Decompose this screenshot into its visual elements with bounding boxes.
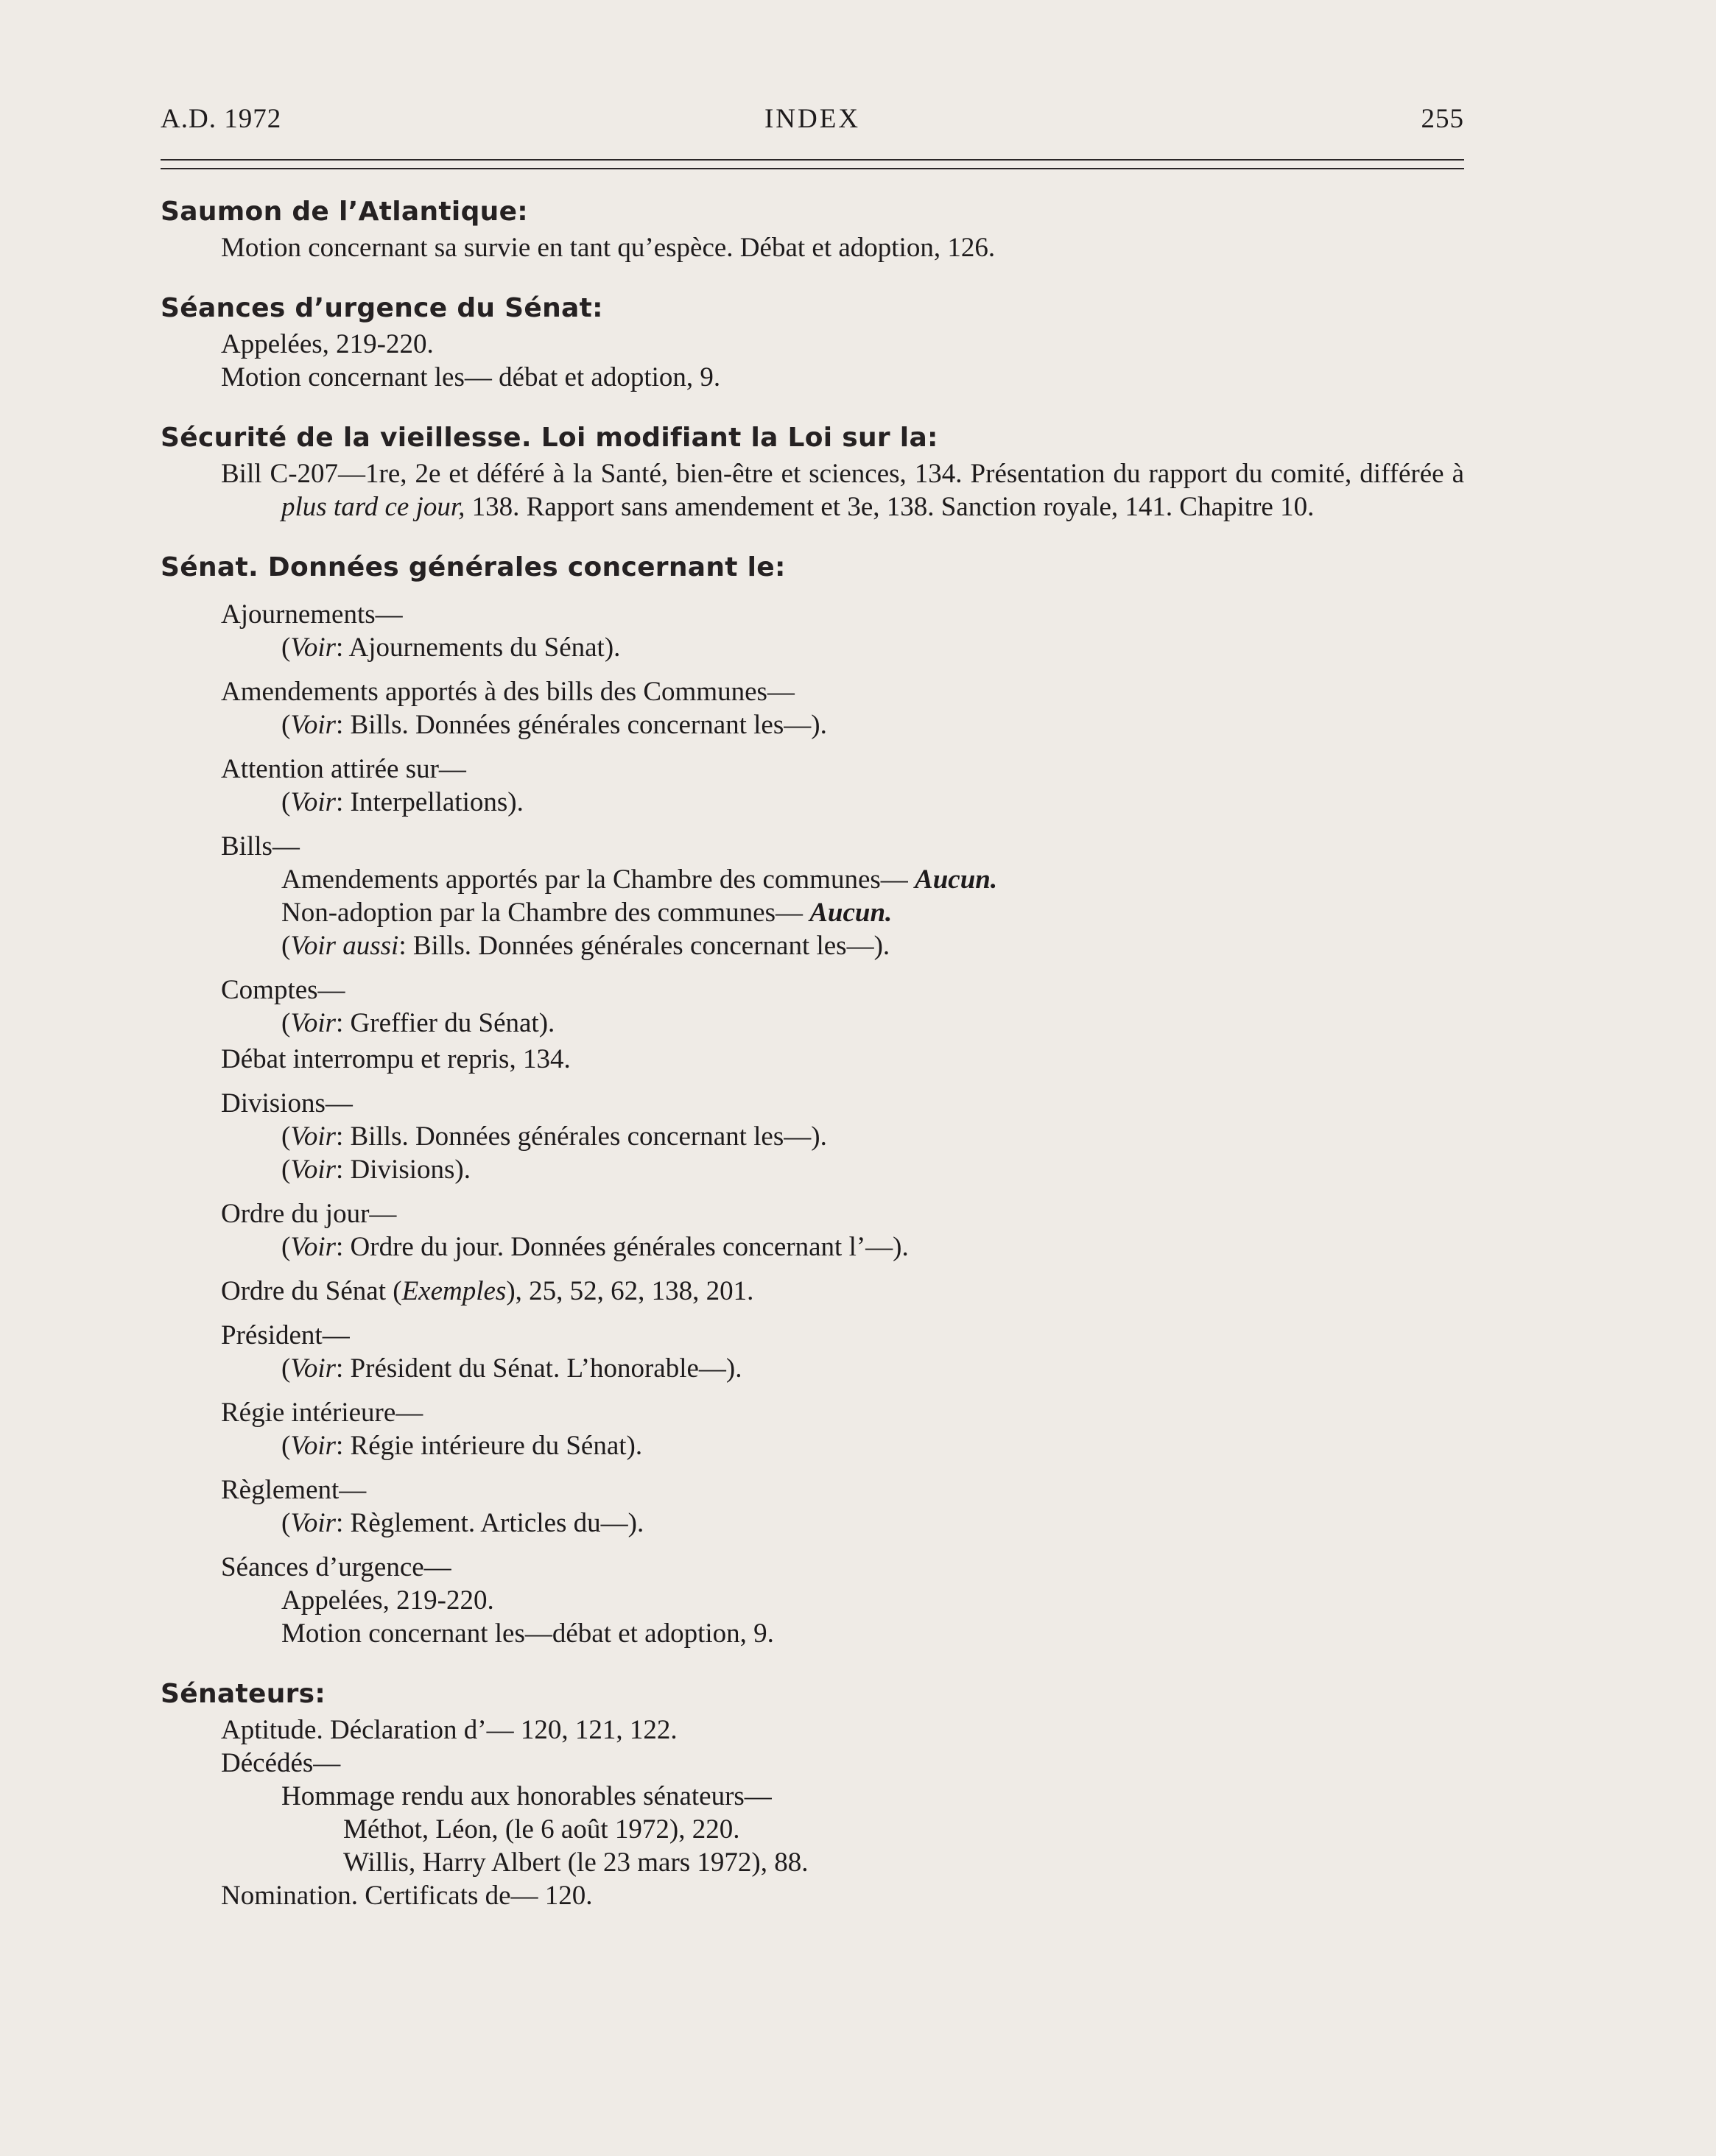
reference-text: : Greffier du Sénat).: [336, 1008, 555, 1038]
subentry-line: Appelées, 219-220.: [281, 1585, 494, 1616]
text-span: 138. Rapport sans amendement et 3e, 138. Sanction royale, 141. Chapitre 10.: [465, 492, 1315, 522]
subentry-label: Président—: [221, 1320, 350, 1350]
voir-label: Voir: [290, 710, 337, 740]
entry-heading: Séances d’urgence du Sénat:: [161, 293, 603, 323]
voir-label: Voir: [290, 1353, 337, 1384]
subentry-reglement: [161, 1473, 1464, 1540]
italic-span: Exemples: [401, 1276, 507, 1306]
entry-heading: Saumon de l’Atlantique:: [161, 197, 528, 227]
subentry-label: Amendements apportés à des bills des Communes—: [221, 677, 795, 707]
running-head: [161, 103, 1464, 140]
entry-senateurs: [161, 1675, 1464, 1912]
subentry-bills: [161, 830, 1464, 962]
subentry-ordre-du-senat: [161, 1275, 1464, 1308]
subentry-comptes: [161, 973, 1464, 1076]
entry-heading: Sénateurs:: [161, 1679, 326, 1709]
cross-reference: (Voir: Règlement. Articles du—).: [281, 1508, 644, 1538]
voir-label: Voir: [290, 787, 337, 817]
voir-label: Voir: [290, 1008, 337, 1038]
subentry-line: Méthot, Léon, (le 6 août 1972), 220.: [343, 1814, 740, 1845]
entry-heading: Sécurité de la vieillesse. Loi modifiant la Loi sur la:: [161, 423, 938, 453]
subentry-label: Comptes—: [221, 975, 345, 1005]
cross-reference: (Voir: Interpellations).: [281, 787, 524, 817]
index-content: [161, 193, 1464, 1937]
cross-reference: (Voir: Divisions).: [281, 1155, 471, 1185]
voir-label: Voir: [290, 1155, 337, 1185]
text-span: Amendements apportés par la Chambre des communes—: [281, 864, 915, 895]
entry-paragraph: [161, 457, 1464, 524]
subentry-label: Divisions—: [221, 1088, 353, 1118]
subentry-line: [161, 896, 1464, 929]
entry-securite-vieillesse: [161, 419, 1464, 524]
subentry-debat: Débat interrompu et repris, 134.: [221, 1044, 571, 1074]
voir-label: Voir: [290, 633, 337, 663]
subentry-amendements: [161, 675, 1464, 741]
reference-text: : Règlement. Articles du—).: [336, 1508, 644, 1538]
entry-line: Motion concernant sa survie en tant qu’espèce. Débat et adoption, 126.: [221, 233, 996, 263]
subentry-label: Règlement—: [221, 1475, 367, 1505]
subentry-label: Régie intérieure—: [221, 1398, 423, 1428]
reference-text: : Bills. Données générales concernant les—).: [336, 1121, 827, 1152]
subentry-label: Ajournements—: [221, 599, 403, 630]
subentry-line: [161, 1275, 1464, 1308]
subentry-ordre-du-jour: [161, 1197, 1464, 1264]
subentry-ajournements: [161, 598, 1464, 664]
header-year: A.D. 1972: [161, 104, 282, 134]
italic-span: Aucun.: [915, 864, 998, 895]
entry-senat: [161, 549, 1464, 1650]
reference-text: : Divisions).: [336, 1155, 471, 1185]
entry-line: Motion concernant les— débat et adoption, 9.: [221, 362, 721, 392]
reference-text: : Président du Sénat. L’honorable—).: [336, 1353, 742, 1384]
subentry-line: Nomination. Certificats de— 120.: [221, 1881, 593, 1911]
entry-seances-urgence: [161, 289, 1464, 394]
entry-line: Appelées, 219-220.: [221, 329, 434, 359]
cross-reference: (Voir: Ajournements du Sénat).: [281, 633, 621, 663]
text-span: Non-adoption par la Chambre des communes—: [281, 898, 810, 928]
cross-reference: (Voir: Bills. Données générales concernant les—).: [281, 710, 827, 740]
subentry-line: Willis, Harry Albert (le 23 mars 1972), 88.: [343, 1847, 809, 1878]
text-span: Bill C-207—1re, 2e et déféré à la Santé, bien-être et sciences, 134. Présentation du rapport du comité, différée à: [221, 459, 1464, 489]
subentry-president: [161, 1319, 1464, 1385]
reference-text: : Bills. Données générales concernant les—).: [336, 710, 827, 740]
subentry-seances-urgence: [161, 1551, 1464, 1650]
text-span: Ordre du Sénat (: [221, 1276, 402, 1306]
header-title: INDEX: [764, 104, 861, 134]
reference-text: : Bills. Données générales concernant les—).: [398, 931, 890, 961]
subentry-label: Séances d’urgence—: [221, 1552, 451, 1582]
header-rule-bottom: [161, 168, 1464, 169]
voir-label: Voir: [290, 1121, 337, 1152]
cross-reference: (Voir: Président du Sénat. L’honorable—).: [281, 1353, 742, 1384]
italic-span: plus tard ce jour,: [281, 492, 465, 522]
cross-reference: (Voir: Greffier du Sénat).: [281, 1008, 555, 1038]
subentry-line: Motion concernant les—débat et adoption, 9.: [281, 1618, 774, 1649]
voir-label: Voir: [290, 1508, 337, 1538]
subentry-line: Hommage rendu aux honorables sénateurs—: [281, 1781, 772, 1811]
reference-text: : Ajournements du Sénat).: [336, 633, 621, 663]
subentry-label: Attention attirée sur—: [221, 754, 466, 784]
subentry-label: Ordre du jour—: [221, 1199, 397, 1229]
reference-text: : Interpellations).: [336, 787, 524, 817]
voir-label: Voir: [290, 1431, 337, 1461]
entry-heading: Sénat. Données générales concernant le:: [161, 552, 786, 582]
page-number: 255: [1421, 104, 1464, 134]
header-rule-top: [161, 159, 1464, 161]
voir-aussi-label: Voir aussi: [290, 931, 399, 961]
subentry-label: Bills—: [221, 831, 300, 862]
cross-reference: (Voir aussi: Bills. Données générales concernant les—).: [281, 931, 890, 961]
subentry-divisions: [161, 1087, 1464, 1186]
subentry-attention: [161, 753, 1464, 819]
reference-text: : Régie intérieure du Sénat).: [336, 1431, 643, 1461]
voir-label: Voir: [290, 1232, 337, 1262]
reference-text: : Ordre du jour. Données générales concernant l’—).: [336, 1232, 909, 1262]
cross-reference: (Voir: Ordre du jour. Données générales concernant l’—).: [281, 1232, 909, 1262]
subentry-line: [161, 863, 1464, 896]
text-span: ), 25, 52, 62, 138, 201.: [506, 1276, 754, 1306]
subentry-regie: [161, 1396, 1464, 1462]
entry-saumon: [161, 193, 1464, 264]
italic-span: Aucun.: [809, 898, 893, 928]
cross-reference: (Voir: Bills. Données générales concernant les—).: [281, 1121, 827, 1152]
subentry-label: Décédés—: [221, 1748, 341, 1778]
cross-reference: (Voir: Régie intérieure du Sénat).: [281, 1431, 643, 1461]
subentry-line: Aptitude. Déclaration d’— 120, 121, 122.: [221, 1715, 678, 1745]
